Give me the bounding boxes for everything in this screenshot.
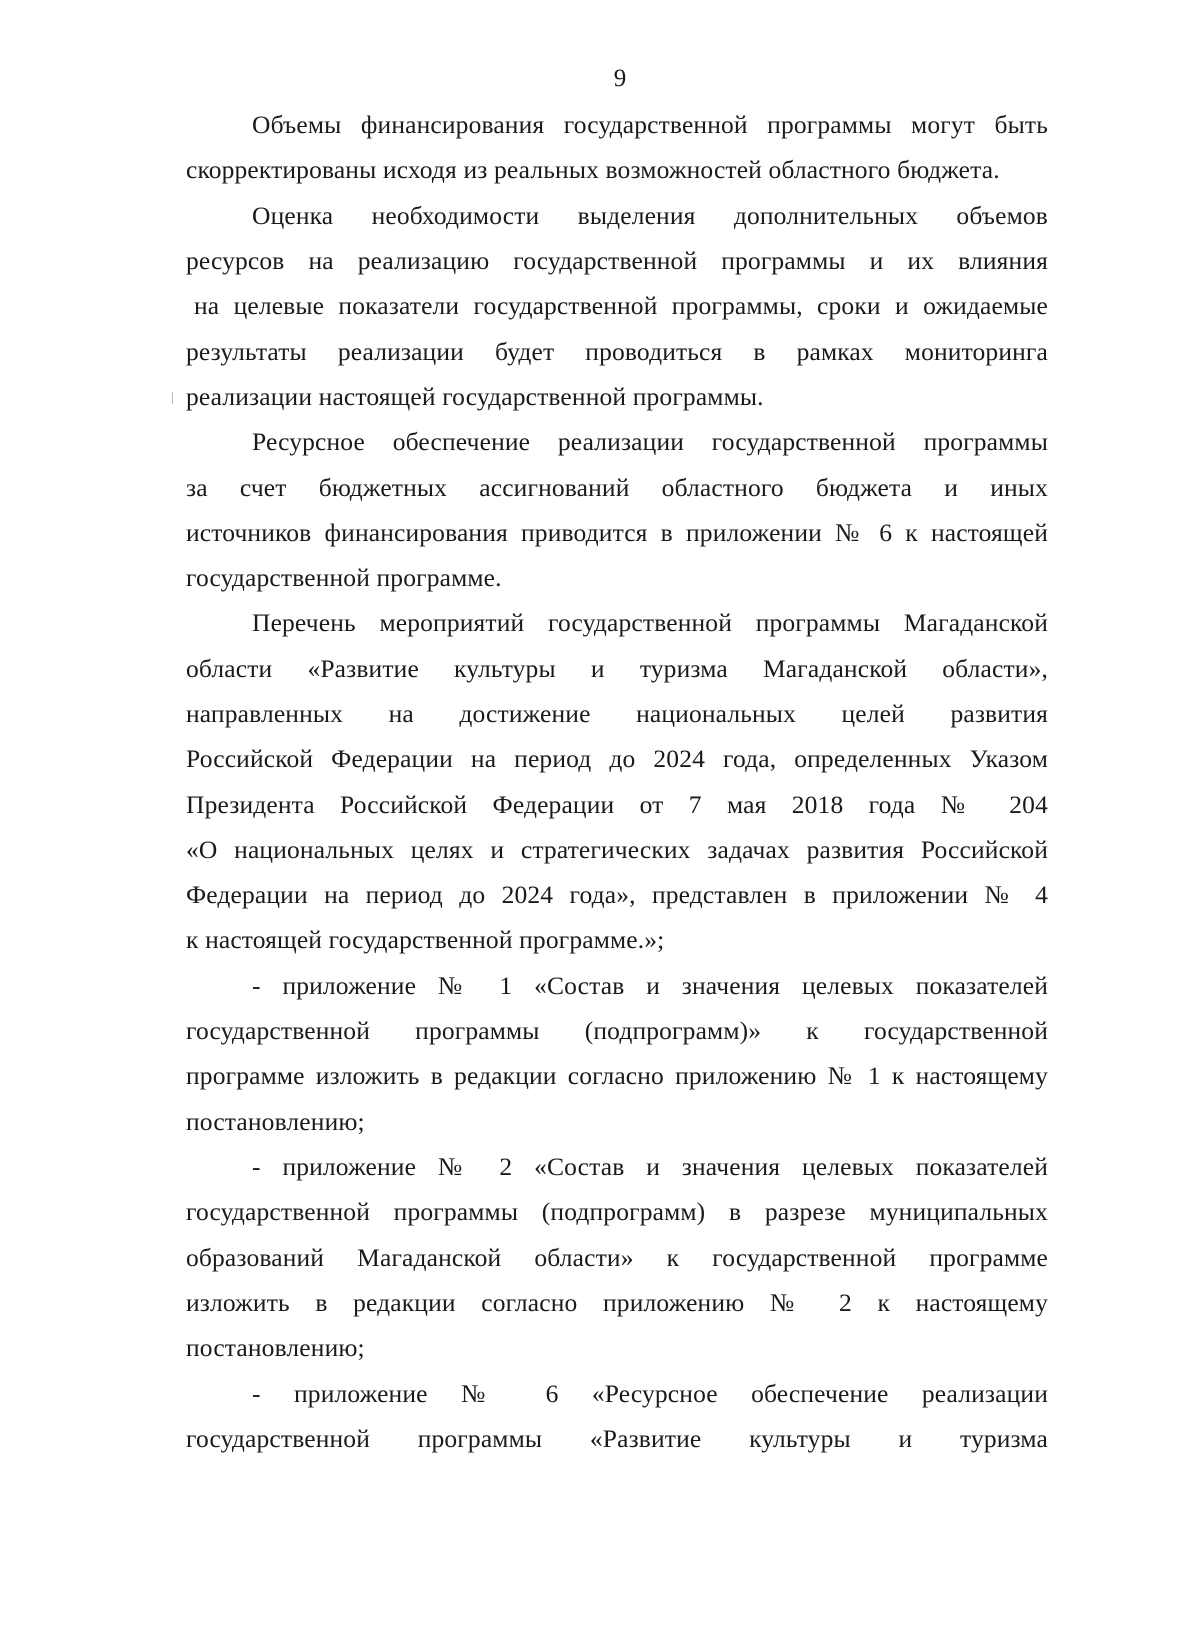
text-line: Оценка необходимости выделения дополнительных объемов [252,201,1048,230]
text-line: Федерации на период до 2024 года», представлен в приложении № 4 [186,880,1048,909]
text-line: области «Развитие культуры и туризма Магаданской области», [186,654,1048,683]
text-line: «О национальных целях и стратегических задачах развития Российской [186,835,1048,864]
text-line: - приложение № 2 «Состав и значения целевых показателей [252,1152,1048,1181]
page-number: 9 [613,65,627,92]
text-line: реализации настоящей государственной программы. [186,382,764,411]
text-line: государственной программы (подпрограмм)» к государственной [186,1016,1048,1045]
text-line: - приложение № 6 «Ресурсное обеспечение реализации [252,1379,1048,1408]
text-line: государственной программы (подпрограмм) в разрезе муниципальных [186,1197,1048,1226]
scan-margin-mark [172,392,173,404]
text-line: источников финансирования приводится в приложении № 6 к настоящей [186,518,1048,547]
text-line: на целевые показатели государственной программы, сроки и ожидаемые [194,291,1048,320]
text-line: направленных на достижение национальных целей развития [186,699,1048,728]
text-line: государственной программе. [186,563,502,592]
text-line: - приложение № 1 «Состав и значения целевых показателей [252,971,1048,1000]
text-line: программе изложить в редакции согласно приложению № 1 к настоящему [186,1061,1048,1090]
text-line: государственной программы «Развитие культуры и туризма [186,1424,1048,1453]
text-line: постановлению; [186,1333,365,1362]
text-line: ресурсов на реализацию государственной программы и их влияния [186,246,1048,275]
text-line: постановлению; [186,1107,365,1136]
text-line: результаты реализации будет проводиться в рамках мониторинга [186,337,1048,366]
text-line: образований Магаданской области» к государственной программе [186,1243,1048,1272]
text-line: Президента Российской Федерации от 7 мая 2018 года № 204 [186,790,1048,819]
text-line: скорректированы исходя из реальных возможностей областного бюджета. [186,155,1000,184]
text-line: Объемы финансирования государственной программы могут быть [252,110,1048,139]
text-line: Перечень мероприятий государственной программы Магаданской [252,608,1048,637]
text-line: к настоящей государственной программе.»; [186,925,665,954]
text-line: Российской Федерации на период до 2024 года, определенных Указом [186,744,1048,773]
text-line: изложить в редакции согласно приложению № 2 к настоящему [186,1288,1048,1317]
text-line: за счет бюджетных ассигнований областного бюджета и иных [186,473,1048,502]
text-line: Ресурсное обеспечение реализации государственной программы [252,427,1048,456]
